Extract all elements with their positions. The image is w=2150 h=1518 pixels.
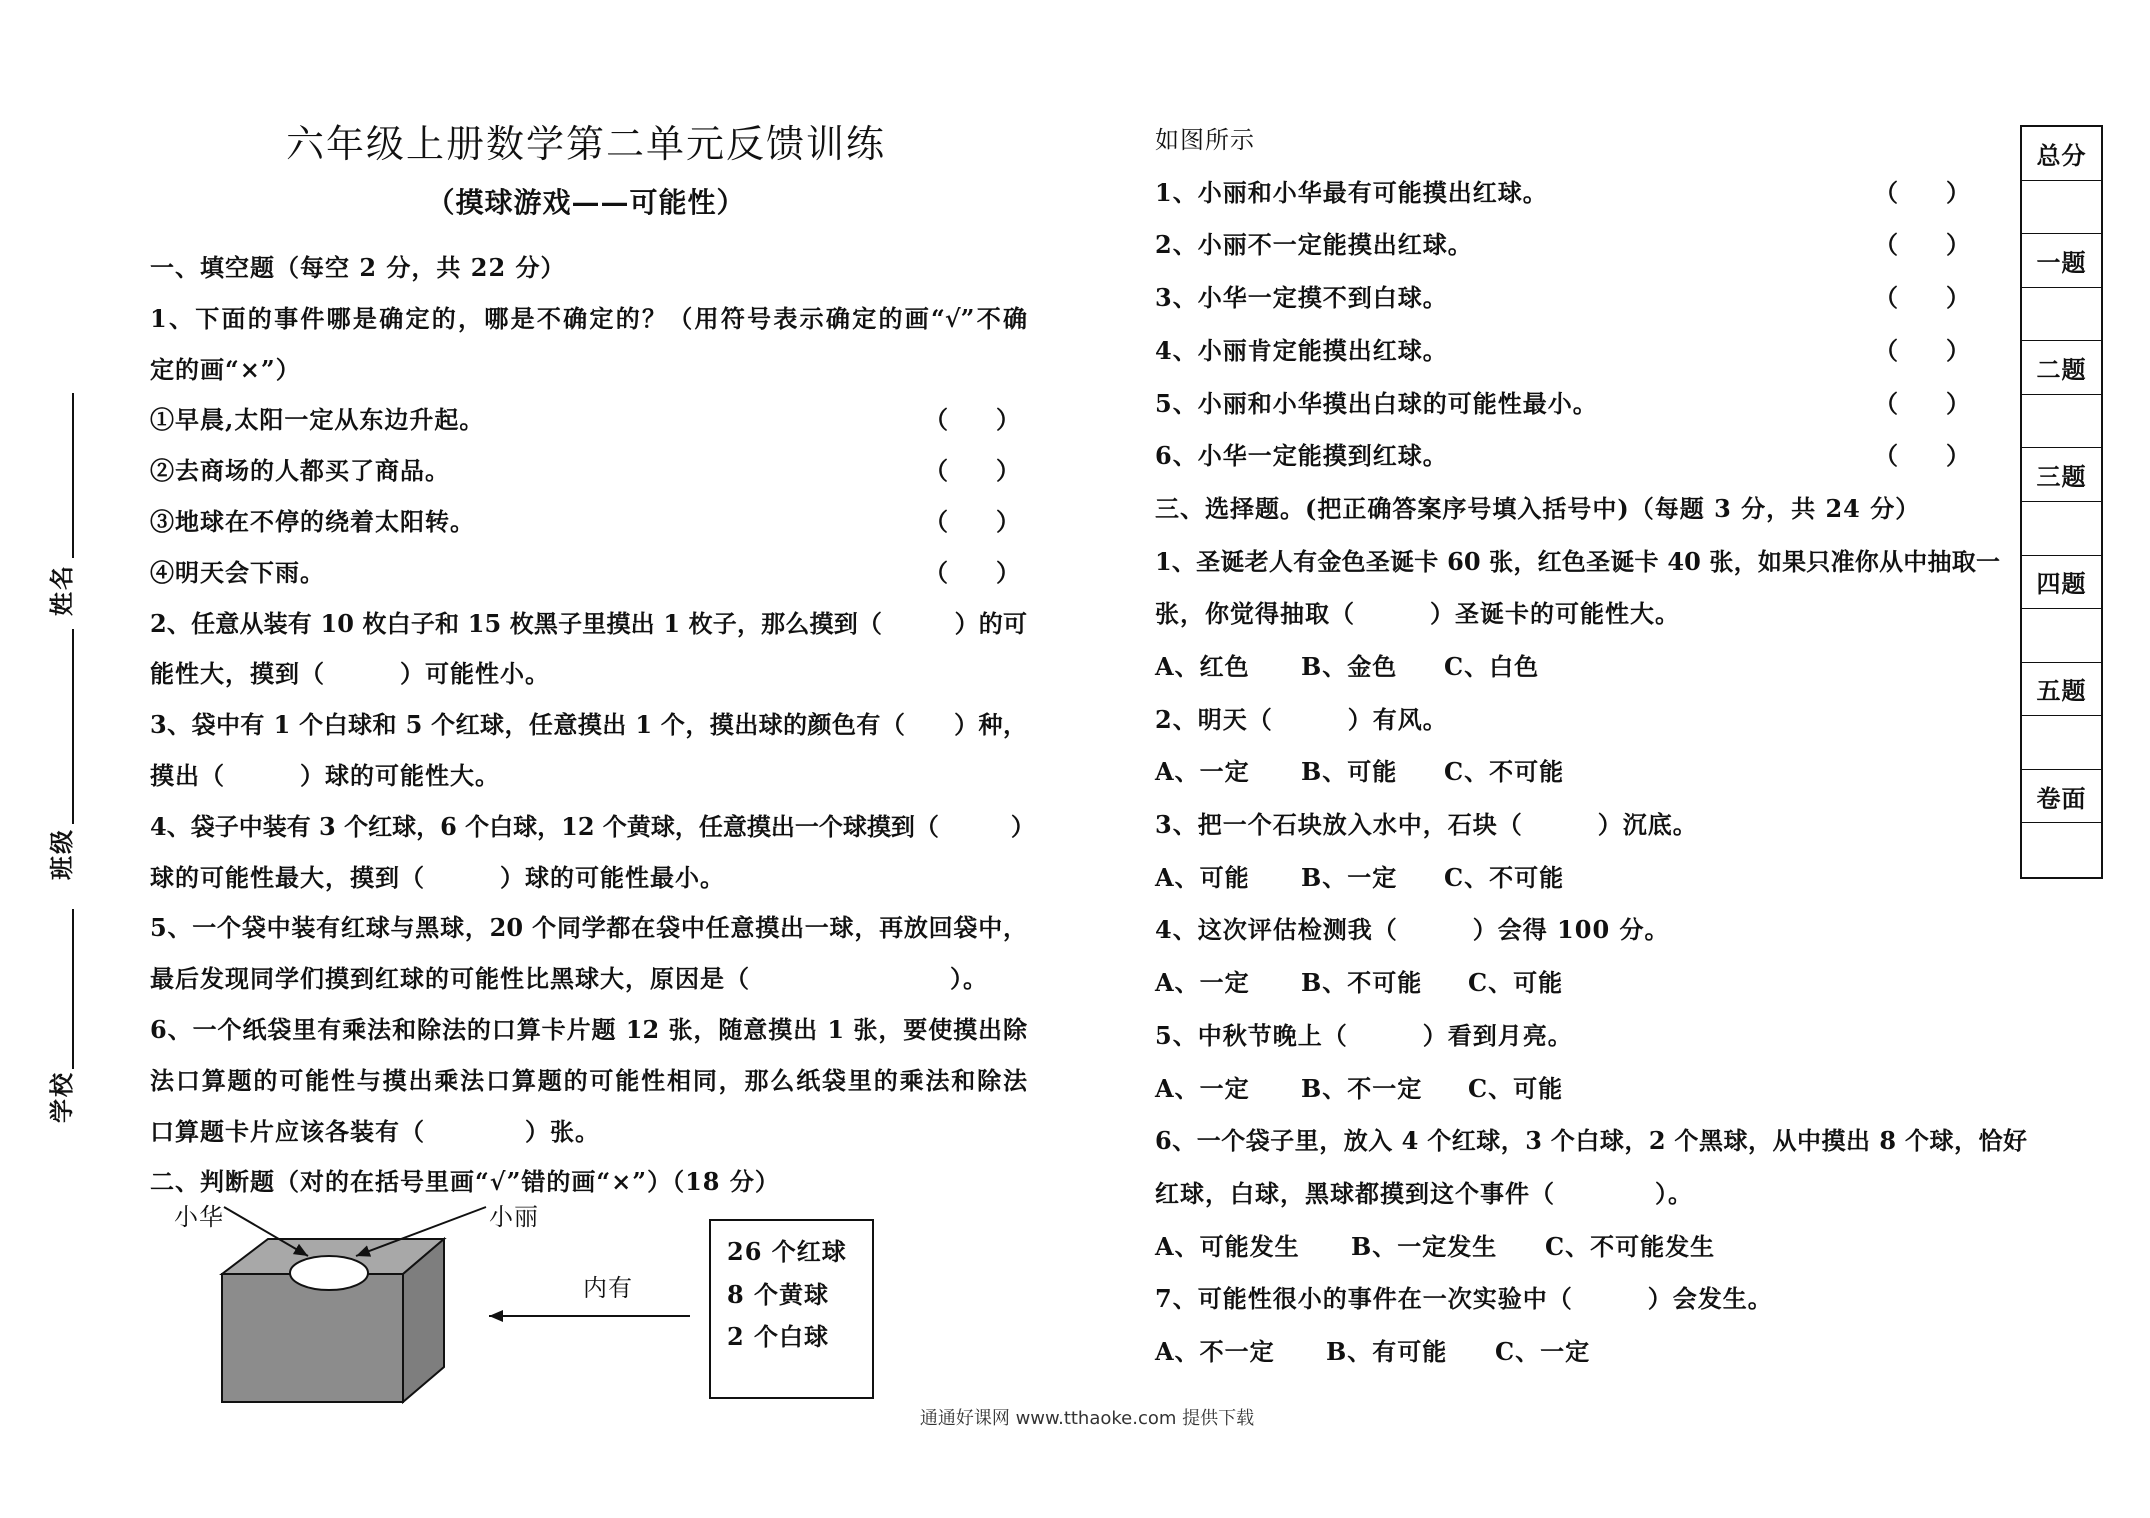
score-label-part4: 四题 xyxy=(2022,556,2101,610)
choice-q5-option-c: C、可能 xyxy=(1468,1074,1564,1103)
choice-q2-option-a: A、一定 xyxy=(1155,757,1250,786)
box-opening xyxy=(290,1256,368,1290)
choice-q6-option-a: A、可能发生 xyxy=(1155,1232,1300,1261)
choice-q4-option-a: A、一定 xyxy=(1155,968,1250,997)
class-label: 班级 xyxy=(48,828,76,880)
q4-line: 球的可能性最大，摸到（ ）球的可能性最小。 xyxy=(150,863,725,892)
choice-q1-option-c: C、白色 xyxy=(1444,652,1540,681)
page-title: 六年级上册数学第二单元反馈训练 xyxy=(285,122,886,166)
q2-line: 能性大，摸到（ ）可能性小。 xyxy=(150,659,550,688)
answer-bracket: （ ） xyxy=(1874,283,1970,312)
choice-q4-line: 4、这次评估检测我（ ）会得 100 分。 xyxy=(1155,915,1670,944)
choice-q3-option-c: C、不可能 xyxy=(1444,863,1565,892)
choice-q5-option-a: A、一定 xyxy=(1155,1074,1250,1103)
score-cell-total xyxy=(2022,181,2101,235)
choice-q2-option-b: B、可能 xyxy=(1301,757,1398,786)
choice-q6-line: 6、一个袋子里，放入 4 个红球，3 个白球，2 个黑球，从中摸出 8 个球，恰好 xyxy=(1155,1126,2027,1155)
answer-bracket: （ ） xyxy=(1874,178,1970,207)
figure-arrow-label: 内有 xyxy=(583,1274,633,1302)
score-label-part2: 二题 xyxy=(2022,341,2101,395)
score-label-neatness: 卷面 xyxy=(2022,770,2101,824)
answer-bracket: （ ） xyxy=(924,507,1020,536)
q1-item-text: ②去商场的人都买了商品。 xyxy=(150,456,450,485)
choice-q2-line: 2、明天（ ）有风。 xyxy=(1155,705,1448,734)
section1-heading: 一、填空题（每空 2 分，共 22 分） xyxy=(150,253,566,282)
choice-q2-option-c: C、不可能 xyxy=(1444,757,1565,786)
choice-q6-option-b: B、一定发生 xyxy=(1351,1232,1498,1261)
judge-item-text: 4、小丽肯定能摸出红球。 xyxy=(1155,336,1448,365)
q1-item-text: ①早晨,太阳一定从东边升起。 xyxy=(150,405,485,434)
choice-q3-option-b: B、一定 xyxy=(1301,863,1398,892)
choice-q4-option-c: C、可能 xyxy=(1468,968,1564,997)
q1-line: 1、下面的事件哪是确定的，哪是不确定的？（用符号表示确定的画“√”不确 xyxy=(150,304,1027,333)
school-label: 学校 xyxy=(48,1071,76,1123)
footer-credit: 通通好课网 www.tthaoke.com 提供下载 xyxy=(919,1408,1255,1429)
class-underline xyxy=(72,629,74,824)
box-front-face xyxy=(222,1274,403,1402)
score-cell-part1 xyxy=(2022,288,2101,342)
choice-q1-line: 张，你觉得抽取（ ）圣诞卡的可能性大。 xyxy=(1155,599,1680,628)
judge-item-text: 3、小华一定摸不到白球。 xyxy=(1155,283,1448,312)
page-subtitle: （摸球游戏——可能性） xyxy=(426,186,746,219)
q5-line: 最后发现同学们摸到红球的可能性比黑球大，原因是（ ）。 xyxy=(150,964,988,993)
answer-bracket: （ ） xyxy=(924,405,1020,434)
name-label: 姓名 xyxy=(48,564,76,616)
score-label-part5: 五题 xyxy=(2022,663,2101,717)
choice-q7-option-c: C、一定 xyxy=(1495,1337,1591,1366)
score-table xyxy=(2020,125,2103,879)
answer-bracket: （ ） xyxy=(924,558,1020,587)
answer-bracket: （ ） xyxy=(1874,389,1970,418)
q6-line: 法口算题的可能性与摸出乘法口算题的可能性相同，那么纸袋里的乘法和除法 xyxy=(150,1066,1027,1095)
answer-bracket: （ ） xyxy=(1874,336,1970,365)
name-underline xyxy=(72,393,74,558)
score-cell-neatness xyxy=(2022,823,2101,877)
answer-bracket: （ ） xyxy=(924,456,1020,485)
school-underline xyxy=(72,909,74,1069)
section3-heading: 三、选择题。(把正确答案序号填入括号中)（每题 3 分，共 24 分） xyxy=(1155,494,1921,523)
score-cell-part3 xyxy=(2022,502,2101,556)
choice-q3-option-a: A、可能 xyxy=(1155,863,1250,892)
figure-label-xiaohua: 小华 xyxy=(174,1203,224,1231)
q1-line: 定的画“×”） xyxy=(150,355,301,384)
figure-label-xiaoli: 小丽 xyxy=(489,1203,539,1231)
score-label-part1: 一题 xyxy=(2022,234,2101,288)
q3-line: 3、袋中有 1 个白球和 5 个红球，任意摸出 1 个，摸出球的颜色有（ ）种， xyxy=(150,710,1027,739)
contents-red: 26 个红球 xyxy=(727,1237,847,1266)
choice-q6-line: 红球，白球，黑球都摸到这个事件（ ）。 xyxy=(1155,1179,1693,1208)
choice-q6-option-c: C、不可能发生 xyxy=(1545,1232,1716,1261)
choice-q7-line: 7、可能性很小的事件在一次实验中（ ）会发生。 xyxy=(1155,1284,1773,1313)
score-cell-part5 xyxy=(2022,716,2101,770)
contents-yellow: 8 个黄球 xyxy=(727,1280,830,1309)
choice-q5-option-b: B、不一定 xyxy=(1301,1074,1423,1103)
judge-item-text: 2、小丽不一定能摸出红球。 xyxy=(1155,230,1473,259)
choice-q5-line: 5、中秋节晚上（ ）看到月亮。 xyxy=(1155,1021,1573,1050)
answer-bracket: （ ） xyxy=(1874,230,1970,259)
choice-q7-option-a: A、不一定 xyxy=(1155,1337,1275,1366)
q3-line: 摸出（ ）球的可能性大。 xyxy=(150,761,500,790)
q6-line: 口算题卡片应该各装有（ ）张。 xyxy=(150,1117,600,1146)
judge-item-text: 1、小丽和小华最有可能摸出红球。 xyxy=(1155,178,1548,207)
figure-intro: 如图所示 xyxy=(1155,126,1255,154)
choice-q7-option-b: B、有可能 xyxy=(1326,1337,1448,1366)
choice-q1-option-a: A、红色 xyxy=(1155,652,1250,681)
contents-white: 2 个白球 xyxy=(727,1322,830,1351)
score-label-total: 总分 xyxy=(2022,127,2101,181)
score-label-part3: 三题 xyxy=(2022,448,2101,502)
answer-bracket: （ ） xyxy=(1874,441,1970,470)
choice-q1-line: 1、圣诞老人有金色圣诞卡 60 张，红色圣诞卡 40 张，如果只准你从中抽取一 xyxy=(1155,547,2000,576)
score-cell-part4 xyxy=(2022,609,2101,663)
q6-line: 6、一个纸袋里有乘法和除法的口算卡片题 12 张，随意摸出 1 张，要使摸出除 xyxy=(150,1015,1027,1044)
score-cell-part2 xyxy=(2022,395,2101,449)
q2-line: 2、任意从装有 10 枚白子和 15 枚黑子里摸出 1 枚子，那么摸到（ ）的可 xyxy=(150,609,1027,638)
choice-q3-line: 3、把一个石块放入水中，石块（ ）沉底。 xyxy=(1155,810,1698,839)
q1-item-text: ④明天会下雨。 xyxy=(150,558,325,587)
section2-heading: 二、判断题（对的在括号里画“√”错的画“×”）（18 分） xyxy=(150,1167,780,1196)
q4-line: 4、袋子中装有 3 个红球，6 个白球，12 个黄球，任意摸出一个球摸到（ ） xyxy=(150,812,1035,841)
judge-item-text: 5、小丽和小华摸出白球的可能性最小。 xyxy=(1155,389,1598,418)
choice-q4-option-b: B、不可能 xyxy=(1301,968,1423,997)
q1-item-text: ③地球在不停的绕着太阳转。 xyxy=(150,507,475,536)
choice-q1-option-b: B、金色 xyxy=(1301,652,1398,681)
box-contents-panel xyxy=(709,1219,874,1399)
judge-item-text: 6、小华一定能摸到红球。 xyxy=(1155,441,1448,470)
q5-line: 5、一个袋中装有红球与黑球，20 个同学都在袋中任意摸出一球，再放回袋中， xyxy=(150,913,1027,942)
